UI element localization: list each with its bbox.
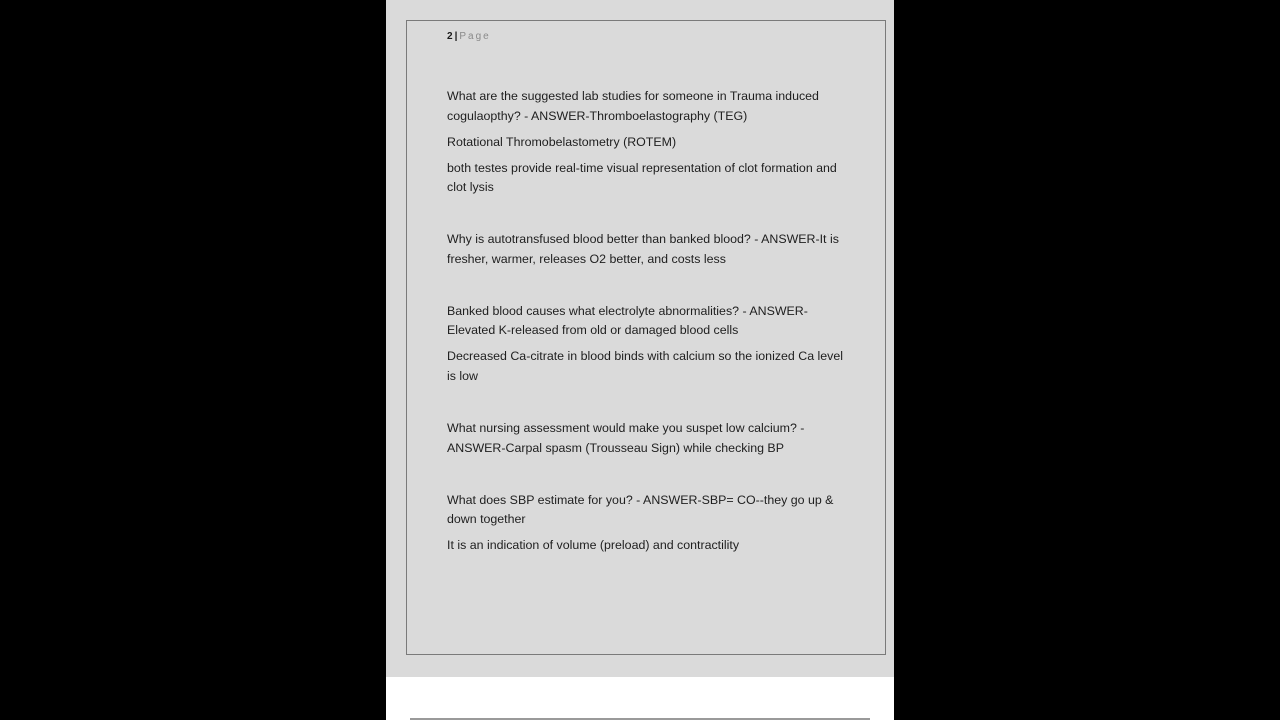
- paragraph: Decreased Ca-citrate in blood binds with calcium so the ionized Ca level is low: [447, 349, 844, 383]
- page-separator: |: [454, 31, 458, 42]
- spacer: [447, 465, 847, 491]
- page-content: [447, 87, 847, 562]
- page-label: Page: [459, 31, 491, 42]
- spacer: [447, 276, 847, 302]
- document-page: [386, 0, 894, 677]
- spacer: [447, 393, 847, 419]
- paragraph: Banked blood causes what electrolyte abnormalities? - ANSWER-Elevated K-released from old or damaged blood cells: [447, 303, 808, 338]
- paragraph: What nursing assessment would make you suspet low calcium? - ANSWER-Carpal spasm (Trousseau Sign) while checking BP: [447, 421, 805, 455]
- qa-block-autotransfusion: [447, 230, 847, 269]
- paragraph: What does SBP estimate for you? - ANSWER-SBP= CO--they go up & down together: [447, 492, 834, 527]
- qa-block-low-calcium: [447, 419, 847, 458]
- qa-block-coagulopathy: [447, 87, 847, 198]
- qa-block-sbp: [447, 491, 847, 556]
- document-scroll-area[interactable]: [386, 0, 894, 720]
- qa-block-electrolytes: [447, 302, 847, 387]
- paragraph: What are the suggested lab studies for someone in Trauma induced cogulaopthy? - ANSWER-Thromboelastography (TEG): [447, 89, 819, 123]
- page-number: 2: [447, 31, 453, 42]
- paragraph: Why is autotransfused blood better than banked blood? - ANSWER-It is fresher, warmer, releases O2 better, and costs less: [447, 232, 839, 266]
- paragraph: both testes provide real-time visual representation of clot formation and clot lysis: [447, 160, 837, 195]
- paragraph: Rotational Thromobelastometry (ROTEM): [447, 134, 677, 149]
- page-header: [447, 31, 491, 43]
- spacer: [447, 204, 847, 230]
- paragraph: It is an indication of volume (preload) and contractility: [447, 538, 740, 553]
